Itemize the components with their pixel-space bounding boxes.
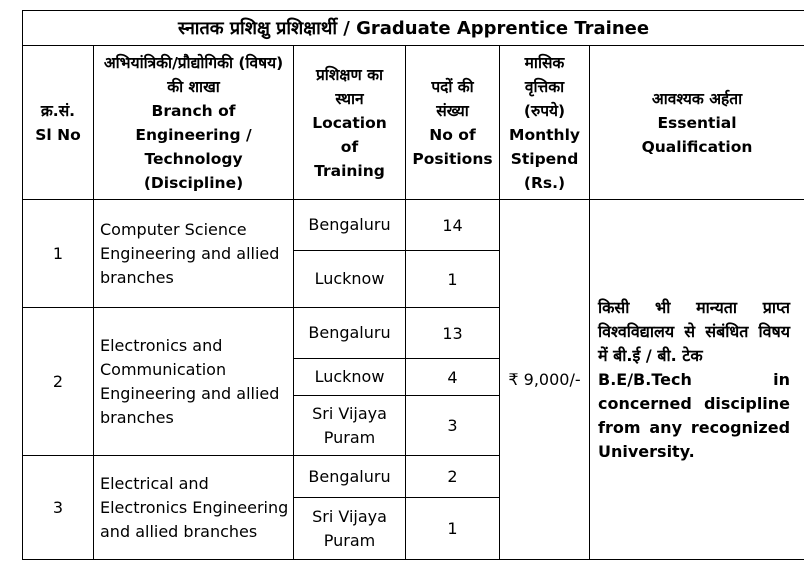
- header-sl-hi: क्र.सं.: [40, 101, 76, 120]
- location-cell: Sri Vijaya Puram: [294, 396, 406, 456]
- header-branch-hi: अभियांत्रिकी/प्रौद्योगिकी (विषय) की शाखा: [103, 53, 284, 96]
- sl-cell: 1: [23, 200, 94, 308]
- positions-cell: 3: [406, 396, 500, 456]
- header-sl: [23, 46, 94, 200]
- header-stipend-hi3: (रुपये): [523, 101, 566, 120]
- header-branch-en4: (Discipline): [143, 173, 244, 192]
- branch-cell: Electronics and Communication Engineering and allied branches: [94, 308, 294, 456]
- location-cell: Bengaluru: [294, 200, 406, 251]
- header-positions: [406, 46, 500, 200]
- header-location: [294, 46, 406, 200]
- location-cell: Bengaluru: [294, 308, 406, 359]
- header-qualification-hi: आवश्यक अर्हता: [651, 89, 743, 108]
- qualification-cell: [590, 200, 804, 560]
- header-branch-en2: Engineering /: [135, 125, 252, 144]
- positions-cell: 4: [406, 359, 500, 396]
- table-title: स्नातक प्रशिक्षु प्रशिक्षार्थी / Graduate Apprentice Trainee: [23, 11, 804, 46]
- table-row: [23, 200, 804, 251]
- header-qualification-en1: Essential: [657, 113, 737, 132]
- qualification-en: B.E/B.Tech in concerned discipline from any recognized University.: [598, 369, 791, 461]
- header-qualification: [590, 46, 804, 200]
- qualification-hi: किसी भी मान्यता प्राप्त विश्वविद्यालय से संबंधित विषय में बी.ई / बी. टेक: [598, 297, 791, 365]
- header-location-en1: Location: [312, 113, 387, 132]
- header-sl-en: Sl No: [35, 125, 81, 144]
- header-stipend-hi1: मासिक: [524, 53, 565, 72]
- stipend-cell: ₹ 9,000/-: [500, 200, 590, 560]
- header-row: [23, 46, 804, 200]
- header-location-en2: of: [340, 137, 359, 156]
- header-location-en3: Training: [314, 161, 385, 180]
- header-location-hi1: प्रशिक्षण का: [315, 65, 383, 84]
- apprentice-table: [22, 10, 804, 560]
- header-positions-hi2: संख्या: [436, 101, 469, 120]
- positions-cell: 1: [406, 498, 500, 560]
- header-branch: [94, 46, 294, 200]
- header-stipend-en2: Stipend: [510, 149, 579, 168]
- location-cell: Sri Vijaya Puram: [294, 498, 406, 560]
- header-stipend-en3: (Rs.): [523, 173, 566, 192]
- positions-cell: 13: [406, 308, 500, 359]
- header-branch-en3: Technology: [144, 149, 243, 168]
- positions-cell: 2: [406, 456, 500, 498]
- sl-cell: 3: [23, 456, 94, 560]
- header-positions-en2: Positions: [412, 149, 493, 168]
- header-positions-hi1: पदों की: [431, 77, 474, 96]
- header-stipend-en1: Monthly: [509, 125, 580, 144]
- header-stipend: [500, 46, 590, 200]
- positions-cell: 14: [406, 200, 500, 251]
- sl-cell: 2: [23, 308, 94, 456]
- header-location-hi2: स्थान: [335, 89, 364, 108]
- header-qualification-en2: Qualification: [641, 137, 753, 156]
- positions-cell: 1: [406, 251, 500, 308]
- branch-cell: Electrical and Electronics Engineering and allied branches: [94, 456, 294, 560]
- location-cell: Lucknow: [294, 359, 406, 396]
- location-cell: Bengaluru: [294, 456, 406, 498]
- header-branch-en1: Branch of: [151, 101, 236, 120]
- branch-cell: Computer Science Engineering and allied branches: [94, 200, 294, 308]
- header-positions-en1: No of: [429, 125, 476, 144]
- location-cell: Lucknow: [294, 251, 406, 308]
- header-stipend-hi2: वृत्तिका: [524, 77, 565, 96]
